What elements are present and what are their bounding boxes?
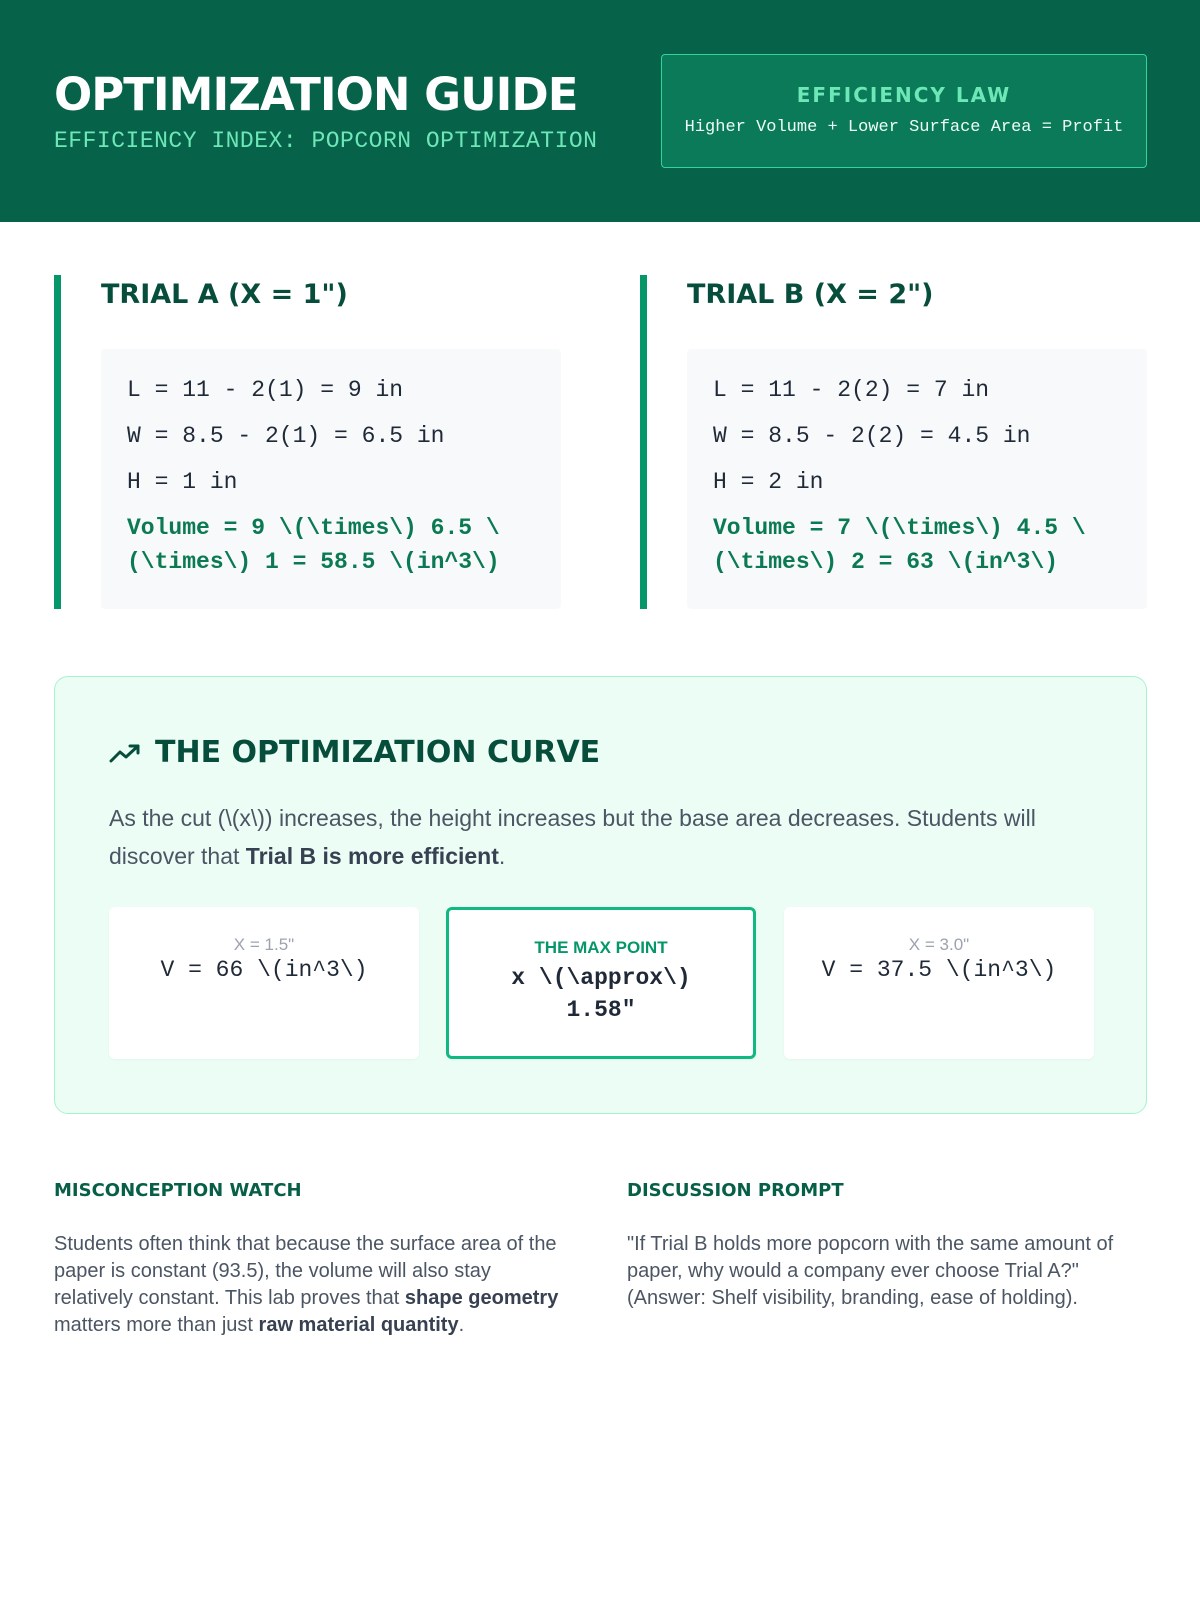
trial-a-title: TRIAL A (X = 1") [101,279,348,310]
misconception-text-part: matters more than just [54,1314,259,1336]
trial-a-section [54,275,564,609]
page-title: OPTIMIZATION GUIDE [54,68,578,121]
misconception-text [54,1231,564,1339]
card-x-1-5 [109,907,419,1059]
trial-b-height: H = 2 in [713,469,824,495]
page-subtitle: EFFICIENCY INDEX: POPCORN OPTIMIZATION [54,128,598,154]
card-label: X = 3.0" [908,935,970,954]
curve-cards [109,907,1095,1059]
misconception-bold: shape geometry [404,1287,559,1309]
card-max-point [446,907,756,1059]
card-label: THE MAX POINT [534,938,668,957]
efficiency-law-box [661,54,1147,168]
trial-b-section [640,275,1150,609]
trial-b-calculation [687,349,1147,609]
trial-b-title: TRIAL B (X = 2") [687,279,934,310]
trial-b-length: L = 11 - 2(2) = 7 in [713,377,990,403]
trial-b-width: W = 8.5 - 2(2) = 4.5 in [713,423,1031,449]
trial-b-volume: Volume = 7 \(\times\) 4.5 \(\times\) 2 = 63 \(in^3\) [713,515,1086,575]
trial-a-height: H = 1 in [127,469,238,495]
curve-text-part: As the cut (\(x\)) increases, the height increases but the base area decreases. Students will discover that [109,805,1036,869]
trial-a-length: L = 11 - 2(1) = 9 in [127,377,404,403]
trial-a-calculation [101,349,561,609]
curve-text-end: . [498,843,506,869]
trial-a-width: W = 8.5 - 2(1) = 6.5 in [127,423,445,449]
optimization-curve-section [54,676,1147,1114]
discussion-text: "If Trial B holds more popcorn with the same amount of paper, why would a company ever choose Trial A?" (Answer: Shelf visibility, branding, ease of holding). [627,1233,1114,1309]
discussion-title: DISCUSSION PROMPT [627,1180,844,1201]
card-label: X = 1.5" [233,935,295,954]
card-value: x \(\approx\) 1.58" [511,965,691,1023]
trending-up-icon [109,741,141,765]
curve-description [109,799,1099,875]
misconception-bold: raw material quantity [258,1314,459,1336]
efficiency-law-title: EFFICIENCY LAW [796,83,1012,107]
card-x-3-0 [784,907,1094,1059]
card-value: V = 37.5 \(in^3\) [821,957,1057,983]
misconception-text-part: Students often think that because the surface area of the paper is constant (93.5), the volume will also stay relatively constant. This lab proves that [54,1233,557,1309]
discussion-section [627,1180,1137,1312]
efficiency-law-text: Higher Volume + Lower Surface Area = Profit [684,118,1124,137]
misconception-title: MISCONCEPTION WATCH [54,1180,302,1201]
curve-text-bold: Trial B is more efficient [245,843,499,869]
misconception-section [54,1180,564,1339]
misconception-text-part: . [458,1314,465,1336]
card-value: V = 66 \(in^3\) [160,957,368,983]
curve-title: THE OPTIMIZATION CURVE [155,735,601,770]
trial-a-volume: Volume = 9 \(\times\) 6.5 \(\times\) 1 = 58.5 \(in^3\) [127,515,500,575]
page-header [0,0,1200,222]
